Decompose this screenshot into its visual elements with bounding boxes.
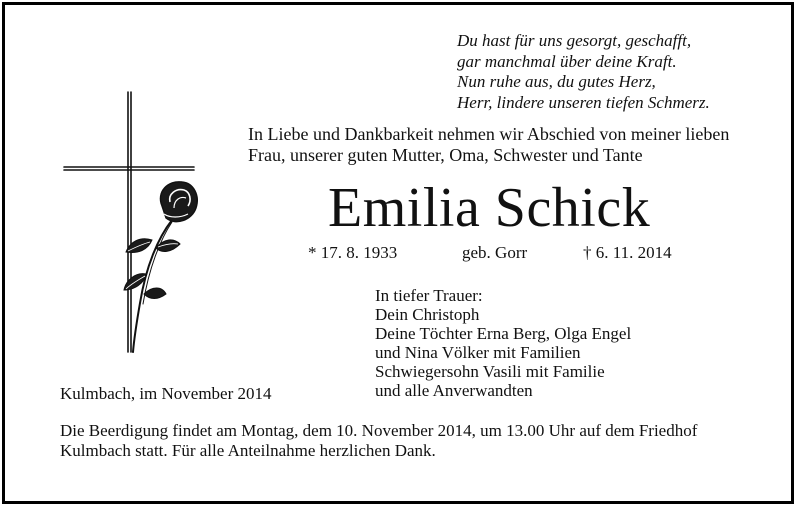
funeral-line: Die Beerdigung findet am Montag, dem 10. November 2014, um 13.00 Uhr auf dem Friedhof <box>60 421 698 440</box>
memorial-poem <box>457 31 710 113</box>
funeral-line: Kulmbach statt. Für alle Anteilnahme herzlichen Dank. <box>60 441 436 460</box>
place-and-date: Kulmbach, im November 2014 <box>60 384 272 403</box>
intro-line: In Liebe und Dankbarkeit nehmen wir Abschied von meiner lieben <box>248 124 730 144</box>
mourners-list <box>375 286 631 400</box>
cross-with-rose-icon <box>60 88 210 356</box>
mourners-line: Deine Töchter Erna Berg, Olga Engel <box>375 324 632 343</box>
mourners-line: In tiefer Trauer: <box>375 286 483 305</box>
mourners-line: und alle Anverwandten <box>375 381 533 400</box>
poem-line: Herr, lindere unseren tiefen Schmerz. <box>457 92 710 112</box>
mourners-line: Schwiegersohn Vasili mit Familie <box>375 362 605 381</box>
mourners-line: und Nina Völker mit Familien <box>375 343 581 362</box>
death-date: † 6. 11. 2014 <box>583 243 672 262</box>
poem-line: gar manchmal über deine Kraft. <box>457 51 677 71</box>
poem-line: Nun ruhe aus, du gutes Herz, <box>457 72 656 91</box>
intro-line: Frau, unserer guten Mutter, Oma, Schwester und Tante <box>248 144 643 165</box>
mourners-line: Dein Christoph <box>375 305 480 324</box>
funeral-notice <box>60 421 697 461</box>
farewell-intro <box>248 124 729 165</box>
birth-date: * 17. 8. 1933 <box>308 243 398 262</box>
maiden-name: geb. Gorr <box>462 243 528 262</box>
poem-line: Du hast für uns gesorgt, geschafft, <box>457 31 692 50</box>
deceased-name: Emilia Schick <box>328 177 651 239</box>
